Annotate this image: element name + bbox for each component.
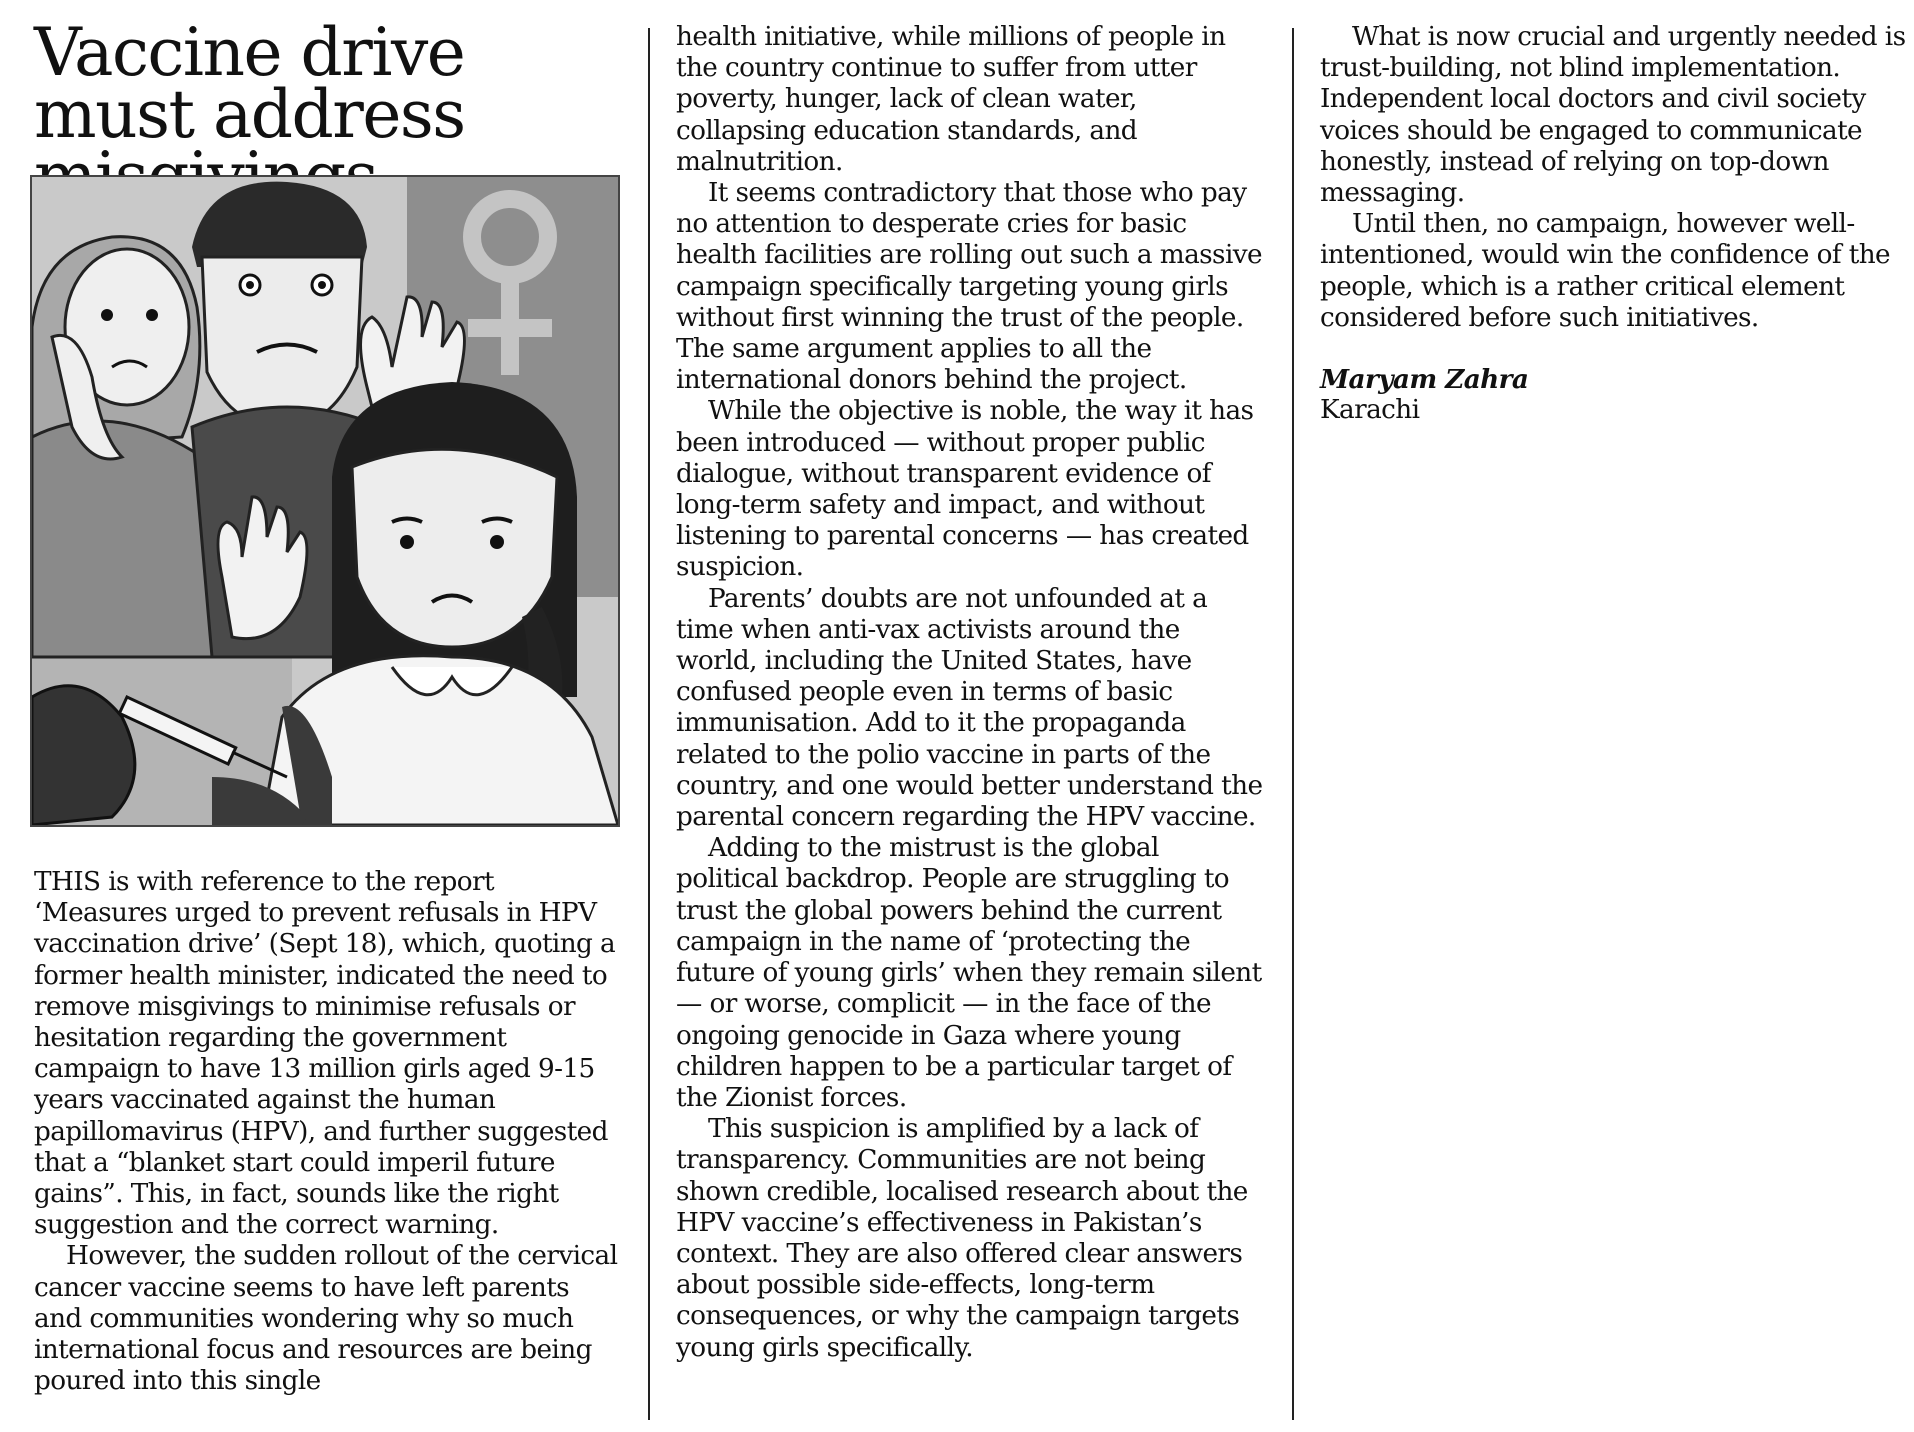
column-divider bbox=[1292, 28, 1294, 1420]
column-divider bbox=[648, 28, 650, 1420]
paragraph: However, the sudden rollout of the cervical cancer vaccine seems to have left parents and communities wondering why so much international focus and resources are being poured into this single bbox=[34, 1241, 618, 1397]
paragraph: Adding to the mistrust is the global political backdrop. People are struggling to trust the global powers behind the current campaign in the name of ‘protecting the future of young girls’ when they remain silent — or worse, complicit — in the face of the ongoing genocide in Gaza where young children happen to be a particular target of the Zionist forces. bbox=[676, 833, 1262, 1113]
paragraph: It seems contradictory that those who pay no attention to desperate cries for basic health facilities are rolling out such a massive campaign specifically targeting young girls without first winning the trust of the people. The same argument applies to all the international donors behind the project. bbox=[676, 178, 1262, 396]
paragraph: health initiative, while millions of people in the country continue to suffer from utter poverty, hunger, lack of clean water, collapsing education standards, and malnutrition. bbox=[676, 22, 1226, 177]
column-1-body bbox=[34, 867, 622, 1397]
paragraph: This suspicion is amplified by a lack of transparency. Communities are not being shown credible, localised research about the HPV vaccine’s effectiveness in Pakistan’s context. They are also offered clear answers about possible side-effects, long-term consequences, or why the campaign targets young girls specifically. bbox=[676, 1114, 1248, 1363]
paragraph: Parents’ doubts are not unfounded at a time when anti-vax activists around the world, including the United States, have confused people even in terms of basic immunisation. Add to it the propaganda related to the polio vaccine in parts of the country, and one would better understand the parental concern regarding the HPV vaccine. bbox=[676, 583, 1263, 833]
paragraph: THIS is with reference to the report ‘Measures urged to prevent refusals in HPV vaccination drive’ (Sept 18), which, quoting a former health minister, indicated the need to remove misgivings to minimise refusals or hesitation regarding the government campaign to have 13 million girls aged 9-15 years vaccinated against the human papillomavirus (HPV), and further suggested that a “blanket start could imperil future gains”. This, in fact, sounds like the right suggestion and the correct warning. bbox=[34, 867, 616, 1241]
column-2-body bbox=[676, 22, 1266, 1364]
illustration-icon bbox=[32, 177, 618, 825]
signature bbox=[1320, 364, 1910, 426]
headline: Vaccine drive must address bbox=[34, 14, 465, 153]
column-3 bbox=[1320, 22, 1910, 426]
illustration bbox=[30, 175, 620, 827]
paragraph: Until then, no campaign, however well-intentioned, would win the confidence of the people, which is a rather critical element considered before such initiatives. bbox=[1320, 209, 1891, 333]
column-3-body bbox=[1320, 22, 1910, 334]
column-2 bbox=[676, 22, 1266, 1364]
paragraph: What is now crucial and urgently needed is trust-building, not blind implementation. Independent local doctors and civil society voices should be engaged to communicate honestly, instead of relying on top-down messaging. bbox=[1320, 22, 1906, 209]
author-name: Maryam Zahra bbox=[1320, 364, 1529, 396]
author-city: Karachi bbox=[1320, 395, 1420, 426]
paragraph: While the objective is noble, the way it has been introduced — without proper public dialogue, without transparent evidence of long-term safety and impact, and without listening to parental concerns — has created suspicion. bbox=[676, 396, 1254, 583]
